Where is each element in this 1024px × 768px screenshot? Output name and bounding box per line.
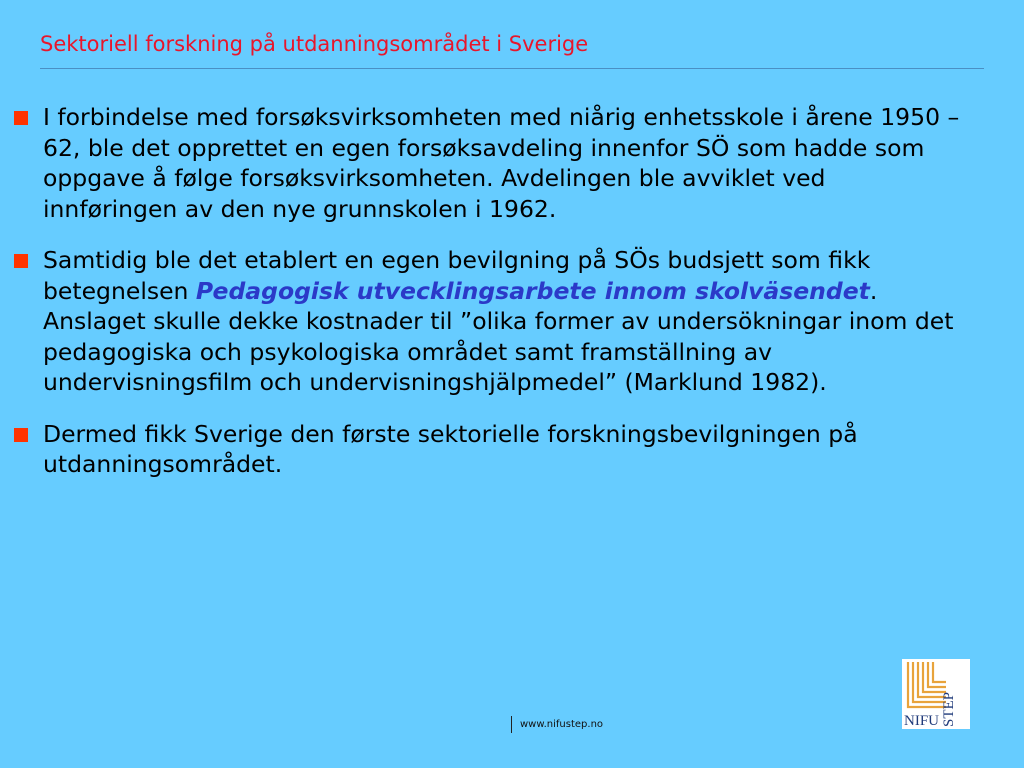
bullet-text-continued: . Anslaget skulle dekke kostnader til ”olika former av undersökningar inom det pedagogiska och psykologiska området samt framställning av undervisningsfilm och undervisningshjälpmedel” (Marklund 1982). xyxy=(43,276,954,396)
bullet-item xyxy=(14,419,964,480)
bullet-item xyxy=(14,245,964,398)
square-bullet-icon xyxy=(14,111,28,125)
square-bullet-icon xyxy=(14,428,28,442)
nifu-step-logo xyxy=(902,659,970,729)
bullet-list xyxy=(14,102,964,501)
svg-text:STEP: STEP xyxy=(941,691,957,727)
bullet-emphasis: Pedagogisk utvecklingsarbete innom skolväsendet xyxy=(195,276,870,305)
slide-title: Sektoriell forskning på utdanningsområdet i Sverige xyxy=(40,32,589,56)
square-bullet-icon xyxy=(14,254,28,268)
footer-url: www.nifustep.no xyxy=(520,719,604,730)
footer-divider xyxy=(511,716,512,733)
bullet-text: Dermed fikk Sverige den første sektorielle forskningsbevilgningen på utdanningsområdet. xyxy=(43,419,858,478)
svg-text:NIFU: NIFU xyxy=(904,713,940,729)
bullet-item xyxy=(14,102,964,224)
title-divider xyxy=(40,68,984,69)
bullet-text: I forbindelse med forsøksvirksomheten med niårig enhetsskole i årene 1950 – 62, ble det opprettet en egen forsøksavdeling innenfor SÖ som hadde som oppgave å følge forsøksvirksomheten. Avdelingen ble avviklet ved innføringen av den nye grunnskolen i 1962. xyxy=(43,103,960,223)
bullet-text: Samtidig ble det etablert en egen bevilgning på SÖs budsjett som fikk betegnelsen xyxy=(43,246,871,305)
